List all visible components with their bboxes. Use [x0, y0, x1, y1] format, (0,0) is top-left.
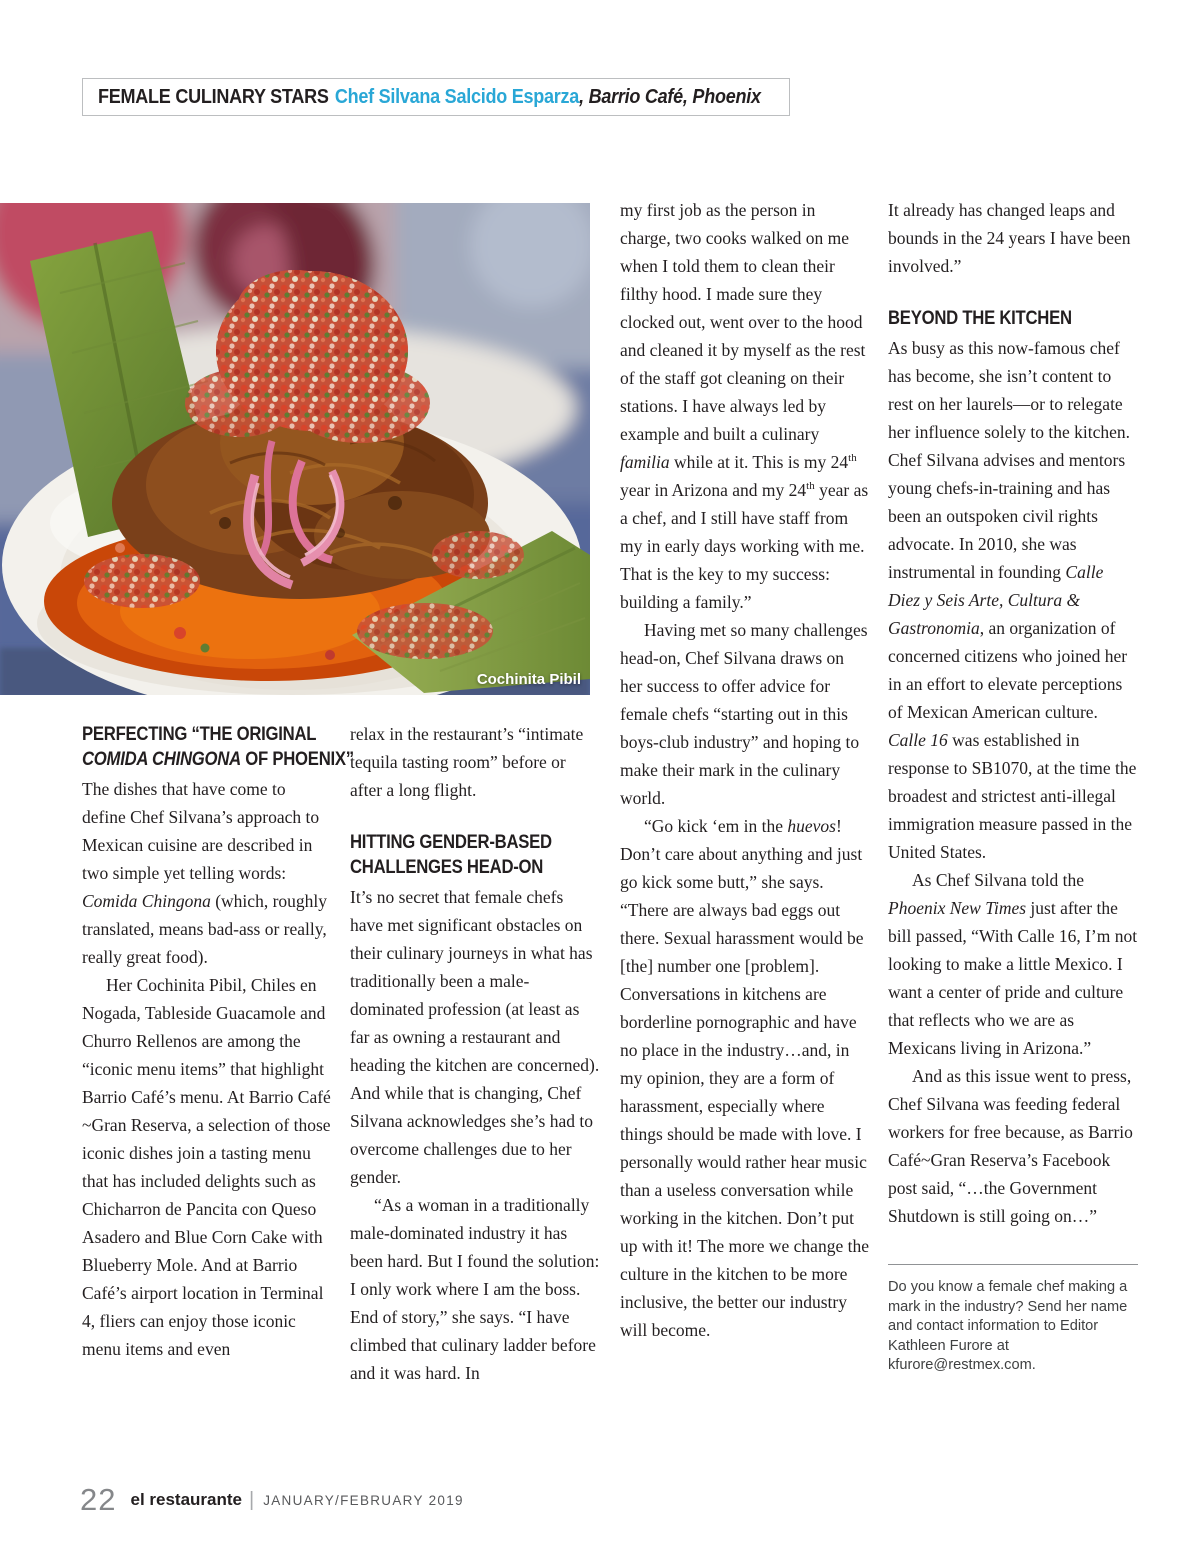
body-paragraph: And as this issue went to press, Chef Silvana was feeding federal workers for free because, as Barrio Café~Gran Reserva’s Facebook post said, “…the Government Shutdown is still going on…”: [888, 1066, 1133, 1226]
section-heading: HITTING GENDER-BASED CHALLENGES HEAD-ON: [350, 832, 552, 878]
photo-caption: Cochinita Pibil: [476, 671, 581, 688]
section-heading: BEYOND THE KITCHEN: [888, 308, 1072, 329]
chef-name: Chef Silvana Salcido Esparza: [334, 85, 580, 108]
footnote-divider: [888, 1264, 1138, 1265]
text-column-2: [350, 720, 600, 1387]
page-footer: [80, 1482, 464, 1518]
body-paragraph: “As a woman in a traditionally male-dominated industry it has been hard. But I found the solution: I only work where I am the boss. End of story,” she says. “I have climbed that culinary ladder before and it was hard. In: [350, 1195, 600, 1383]
kicker: FEMALE CULINARY STARS: [98, 85, 329, 108]
text-column-3: [620, 196, 870, 1344]
body-paragraph: my first job as the person in charge, two cooks walked on me when I told them to clean their filthy hood. I made sure they clocked out, went over to the hood and cleaned it by myself as the rest of the staff got cleaning on their stations. I have always led by example and built a culinary familia while at it. This is my 24th year in Arizona and my 24th year as a chef, and I still have staff from my in early days working with me. That is the key to my success: building a family.”: [620, 200, 869, 612]
editor-note: Do you know a female chef making a mark in the industry? Send her name and contact information to Editor Kathleen Furore at kfurore@restmex.com.: [888, 1279, 1128, 1373]
body-paragraph: As Chef Silvana told the Phoenix New Times just after the bill passed, “With Calle 16, I’m not looking to make a little Mexico. I want a center of pride and culture that reflects who we are as Mexicans living in Arizona.”: [888, 870, 1138, 1058]
article-header-text: [98, 85, 761, 109]
body-paragraph: Having met so many challenges head-on, Chef Silvana draws on her success to offer advice for female chefs “starting out in this boys-club industry” and hoping to make their mark in the culinary world.: [620, 620, 868, 808]
footer-divider: |: [248, 1488, 255, 1511]
body-paragraph: “Go kick ‘em in the huevos! Don’t care about anything and just go kick some butt,” she says. “There are always bad eggs out there. Sexual harassment would be [the] number one [problem]. Conversations in kitchens are borderline pornographic and have no place in the industry…and, in my opinion, they are a form of harassment, especially where things should be made with love. I personally would rather hear music than a useless conversation while working in the kitchen. Don’t put up with it! The more we change the culture in the kitchen to be more inclusive, the better our industry will become.: [620, 816, 869, 1340]
issue-date: JANUARY/FEBRUARY 2019: [263, 1492, 464, 1508]
text-column-1: [82, 720, 354, 1363]
body-paragraph: Her Cochinita Pibil, Chiles en Nogada, Tableside Guacamole and Churro Rellenos are among the “iconic menu items” that highlight Barrio Café’s menu. At Barrio Café ~Gran Reserva, a selection of those iconic dishes join a tasting menu that has included delights such as Chicharron de Pancita con Queso Asadero and Blue Corn Cake with Blueberry Mole. And at Barrio Café’s airport location in Terminal 4, fliers can enjoy those iconic menu items and even: [82, 975, 331, 1359]
food-photo: [0, 203, 590, 695]
body-paragraph: It already has changed leaps and bounds in the 24 years I have been involved.”: [888, 200, 1131, 276]
section-heading: PERFECTING “THE ORIGINAL COMIDA CHINGONA OF PHOENIX”: [82, 724, 354, 770]
body-paragraph: The dishes that have come to define Chef Silvana’s approach to Mexican cuisine are described in two simple yet telling words: Comida Chingona (which, roughly translated, means bad-ass or really, really great food).: [82, 779, 328, 967]
body-paragraph: As busy as this now-famous chef has become, she isn’t content to rest on her laurels—or to relegate her influence solely to the kitchen. Chef Silvana advises and mentors young chefs-in-training and has been an outspoken civil rights advocate. In 2010, she was instrumental in founding Calle Diez y Seis Arte, Cultura & Gastronomia, an organization of concerned citizens who joined her in an effort to elevate perceptions of Mexican American culture. Calle 16 was established in response to SB1070, at the time the broadest and strictest anti-illegal immigration measure passed in the United States.: [888, 338, 1137, 862]
cochinita-pibil-photo-illustration: [0, 203, 590, 695]
body-paragraph: It’s no secret that female chefs have met significant obstacles on their culinary journeys in what has traditionally been a male-dominated profession (at least as far as owning a restaurant and heading the kitchen are concerned). And while that is changing, Chef Silvana acknowledges she’s had to overcome challenges due to her gender.: [350, 887, 600, 1187]
body-paragraph: relax in the restaurant’s “intimate tequila tasting room” before or after a long flight.: [350, 724, 584, 800]
magazine-name: el restaurante: [130, 1490, 242, 1509]
text-column-4: [888, 196, 1138, 1376]
page-number: 22: [80, 1482, 117, 1517]
chef-location: , Barrio Café, Phoenix: [579, 85, 761, 108]
article-header: [82, 78, 790, 116]
